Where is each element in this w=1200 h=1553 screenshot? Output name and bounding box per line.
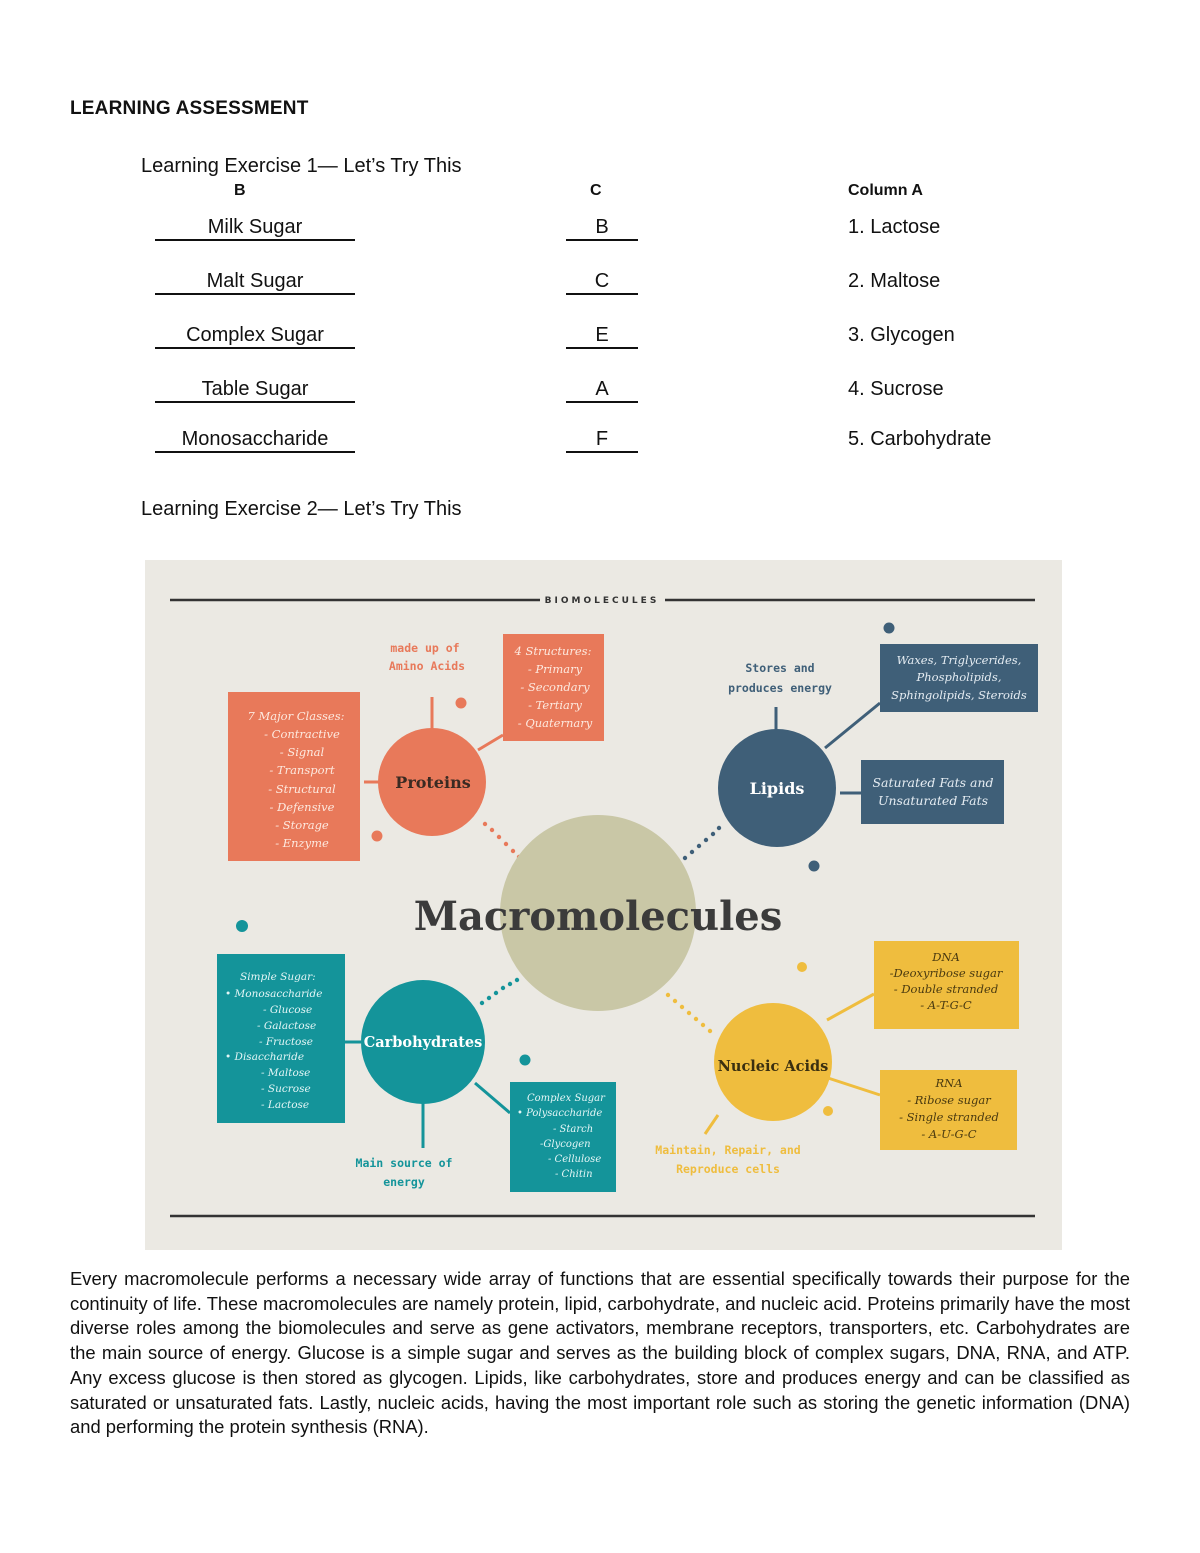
answer-c-2: C <box>566 269 638 295</box>
svg-text:Main source of: Main source of <box>355 1156 453 1170</box>
column-a-item-5: 5. Carbohydrate <box>848 428 992 450</box>
svg-text:Sphingolipids, Steroids: Sphingolipids, Steroids <box>891 688 1027 702</box>
diagram-svg <box>145 560 1062 1250</box>
svg-text:Stores and: Stores and <box>745 661 815 675</box>
lipids-fats-box <box>861 760 1004 824</box>
decor-dot <box>372 831 383 842</box>
column-c-header: C <box>590 182 602 199</box>
svg-text:-Glycogen: -Glycogen <box>540 1139 591 1150</box>
svg-text:- Defensive: - Defensive <box>269 800 335 814</box>
column-a-item-4: 4. Sucrose <box>848 378 944 400</box>
svg-text:Simple Sugar:: Simple Sugar: <box>240 971 316 983</box>
exercise-2-label: Learning Exercise 2— Let’s Try This <box>141 498 462 520</box>
proteins-connector <box>483 822 521 859</box>
svg-text:• Polysaccharide: • Polysaccharide <box>517 1108 603 1119</box>
answer-b-1: Milk Sugar <box>155 215 355 241</box>
summary-paragraph: Every macromolecule performs a necessary wide array of functions that are essential specifically towards their purpose for the continuity of life. These macromolecules are namely protein, lipid, carbohydrate, and nucleic acid. Proteins primarily have the most diverse roles among the biomolecules and serve as gene activators, membrane receptors, transporters, etc. Carbohydrates are the main source of energy. Glucose is a simple sugar and serves as the building block of complex sugars, DNA, RNA, and ATP. Any excess glucose is then stored as glycogen. Lipids, like carbohydrates, store and produces energy and can be classified as saturated or unsaturated fats. Lastly, nucleic acids, having the most important role such as storing the genetic information (DNA) and performing the protein synthesis (RNA). <box>70 1268 1130 1438</box>
macromolecules-diagram <box>145 560 1062 1250</box>
page-heading: LEARNING ASSESSMENT <box>70 98 309 119</box>
decor-dot <box>884 623 895 634</box>
svg-text:- Tertiary: - Tertiary <box>528 698 582 712</box>
svg-text:- Fructose: - Fructose <box>259 1036 313 1048</box>
decor-dot <box>456 698 467 709</box>
svg-text:Phospholipids,: Phospholipids, <box>916 670 1002 684</box>
svg-text:- Glucose: - Glucose <box>263 1004 313 1016</box>
answer-c-1: B <box>566 215 638 241</box>
svg-text:produces energy: produces energy <box>728 681 832 695</box>
proteins-label: Proteins <box>395 773 471 792</box>
svg-text:- A-U-G-C: - A-U-G-C <box>921 1127 977 1141</box>
svg-text:Maintain, Repair, and: Maintain, Repair, and <box>655 1143 801 1157</box>
answer-c-4: A <box>566 377 638 403</box>
svg-text:- Primary: - Primary <box>527 662 583 676</box>
svg-text:- Storage: - Storage <box>275 818 329 832</box>
svg-text:- Transport: - Transport <box>269 763 335 777</box>
svg-text:-Deoxyribose sugar: -Deoxyribose sugar <box>889 966 1003 980</box>
nucleic-note <box>655 1143 800 1176</box>
answer-b-4: Table Sugar <box>155 377 355 403</box>
svg-text:Complex Sugar: Complex Sugar <box>527 1093 605 1104</box>
carbohydrates-label: Carbohydrates <box>363 1034 483 1051</box>
nucleic-label: Nucleic Acids <box>717 1058 829 1075</box>
svg-text:Saturated Fats and: Saturated Fats and <box>872 775 994 790</box>
svg-text:7 Major Classes:: 7 Major Classes: <box>247 709 345 723</box>
svg-text:- A-T-G-C: - A-T-G-C <box>920 998 972 1012</box>
svg-text:- Ribose sugar: - Ribose sugar <box>907 1093 991 1107</box>
column-a-item-2: 2. Maltose <box>848 270 941 292</box>
svg-text:- Sucrose: - Sucrose <box>261 1083 311 1095</box>
svg-text:- Contractive: - Contractive <box>264 727 340 741</box>
lipids-label: Lipids <box>749 779 805 798</box>
svg-text:- Starch: - Starch <box>553 1124 594 1135</box>
svg-text:- Galactose: - Galactose <box>257 1020 317 1032</box>
svg-text:- Signal: - Signal <box>279 745 325 759</box>
svg-text:- Double stranded: - Double stranded <box>893 982 999 996</box>
svg-text:- Cellulose: - Cellulose <box>548 1154 602 1165</box>
lipids-connector <box>683 826 721 860</box>
svg-text:Amino Acids: Amino Acids <box>388 659 466 673</box>
answer-c-3: E <box>566 323 638 349</box>
svg-text:• Disaccharide: • Disaccharide <box>225 1051 305 1063</box>
carbohydrates-connector <box>480 978 519 1005</box>
svg-text:- Secondary: - Secondary <box>520 680 590 694</box>
svg-text:- Chitin: - Chitin <box>555 1169 593 1180</box>
svg-text:Reproduce cells: Reproduce cells <box>676 1162 780 1176</box>
svg-text:- Maltose: - Maltose <box>261 1067 311 1079</box>
svg-text:4 Structures:: 4 Structures: <box>514 644 592 658</box>
svg-text:- Lactose: - Lactose <box>261 1099 310 1111</box>
column-a-item-1: 1. Lactose <box>848 216 941 238</box>
svg-text:RNA: RNA <box>935 1076 963 1090</box>
svg-text:Waxes, Triglycerides,: Waxes, Triglycerides, <box>896 653 1022 667</box>
carbohydrates-note <box>356 1156 453 1189</box>
svg-text:- Quaternary: - Quaternary <box>517 716 593 730</box>
decor-dot <box>520 1055 531 1066</box>
svg-text:energy: energy <box>383 1175 425 1189</box>
decor-dot <box>236 920 248 932</box>
column-b-header: B <box>234 182 246 199</box>
svg-text:- Structural: - Structural <box>268 782 336 796</box>
answer-b-3: Complex Sugar <box>155 323 355 349</box>
svg-text:DNA: DNA <box>932 950 960 964</box>
banner-text: BIOMOLECULES <box>544 596 660 606</box>
proteins-structures-text <box>514 644 593 730</box>
svg-text:- Single stranded: - Single stranded <box>899 1110 999 1124</box>
center-title: Macromolecules <box>413 893 783 940</box>
lipids-note <box>728 661 832 695</box>
nucleic-connector <box>666 993 712 1033</box>
answer-b-2: Malt Sugar <box>155 269 355 295</box>
answer-c-5: F <box>566 427 638 453</box>
svg-text:- Enzyme: - Enzyme <box>275 836 329 850</box>
decor-dot <box>809 861 820 872</box>
answer-b-5: Monosaccharide <box>155 427 355 453</box>
column-a-item-3: 3. Glycogen <box>848 324 955 346</box>
decor-dot <box>797 962 807 972</box>
proteins-note <box>389 641 465 673</box>
exercise-1-label: Learning Exercise 1— Let’s Try This <box>141 155 462 177</box>
svg-text:• Monosaccharide: • Monosaccharide <box>225 988 323 1000</box>
decor-dot <box>823 1106 833 1116</box>
svg-text:made up of: made up of <box>390 641 460 655</box>
column-a-header: Column A <box>848 182 923 199</box>
svg-text:Unsaturated Fats: Unsaturated Fats <box>877 793 989 808</box>
